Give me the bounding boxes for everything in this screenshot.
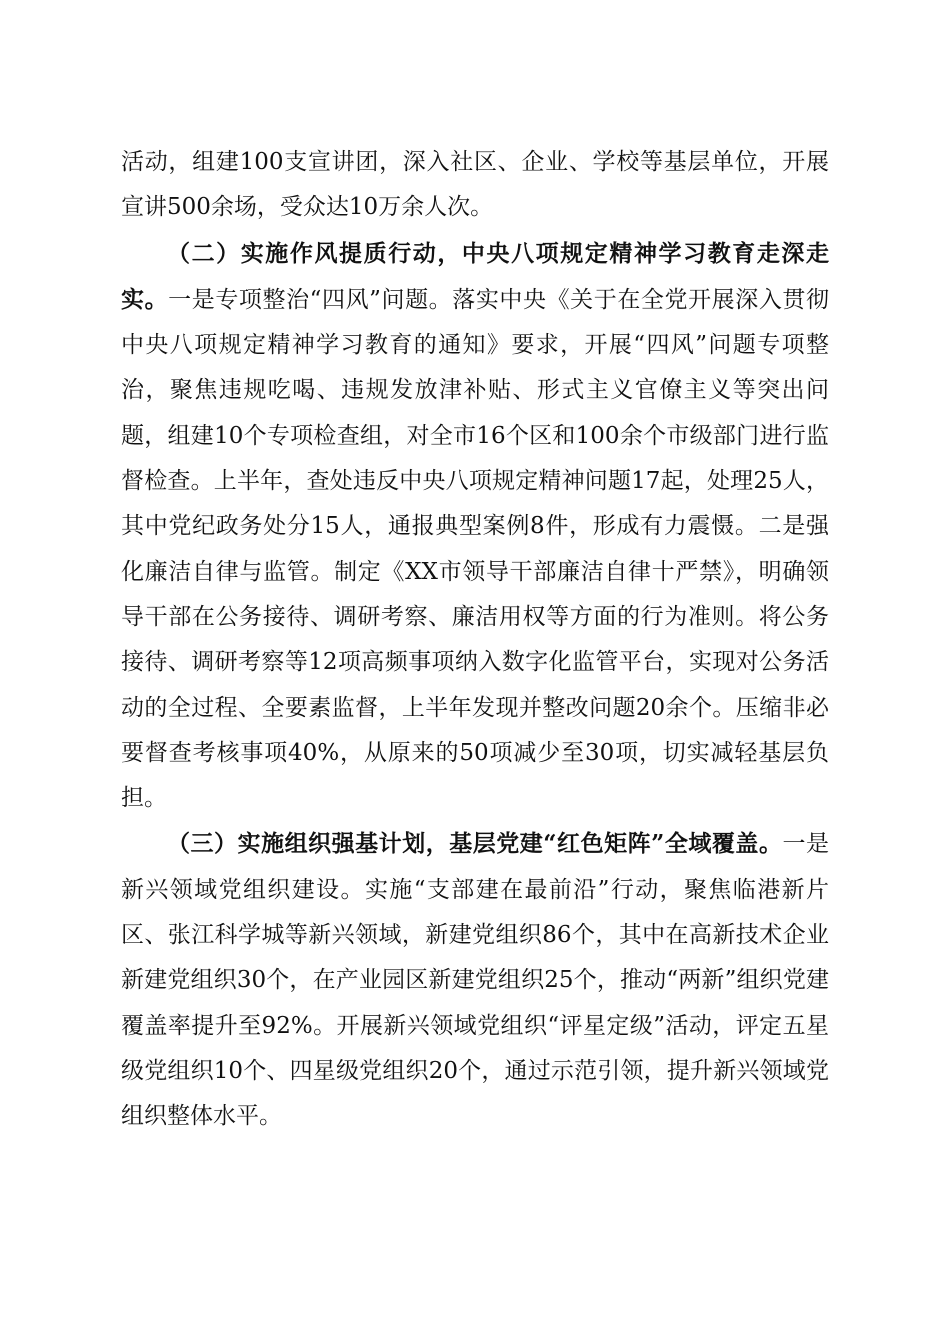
document-body [121,140,829,1140]
section-2-paragraph [121,231,829,822]
section-2-heading: （二）实施作风提质行动，中央八项规定精神学习教育走深走实。 [121,239,829,313]
section-3-heading: （三）实施组织强基计划，基层党建“红色矩阵”全域覆盖。 [167,830,783,858]
section-3-body: 一是新兴领域党组织建设。实施“支部建在最前沿”行动，聚焦临港新片区、张江科学城等新兴领域，新建党组织86个，其中在高新技术企业新建党组织30个，在产业园区新建党组织25个，推动“两新”组织党建覆盖率提升至92%。开展新兴领域党组织“评星定级”活动，评定五星级党组织10个、四星级党组织20个，通过示范引领，提升新兴领域党组织整体水平。 [121,831,830,1130]
section-2-body: 一是专项整治“四风”问题。落实中央《关于在全党开展深入贯彻中央八项规定精神学习教育的通知》要求，开展“四风”问题专项整治，聚焦违规吃喝、违规发放津补贴、形式主义官僚主义等突出问题，组建10个专项检查组，对全市16个区和100余个市级部门进行监督检查。上半年，查处违反中央八项规定精神问题17起，处理25人，其中党纪政务处分15人，通报典型案例8件，形成有力震慑。二是强化廉洁自律与监管。制定《XX市领导干部廉洁自律十严禁》，明确领导干部在公务接待、调研考察、廉洁用权等方面的行为准则。将公务接待、调研考察等12项高频事项纳入数字化监管平台，实现对公务活动的全过程、全要素监督，上半年发现并整改问题20余个。压缩非必要督查考核事项40%，从原来的50项减少至30项，切实减轻基层负担。 [121,286,829,812]
paragraph-continuation [121,140,829,231]
paragraph-text: 活动，组建100支宣讲团，深入社区、企业、学校等基层单位，开展宣讲500余场，受众达10万余人次。 [121,149,829,221]
section-3-paragraph [121,821,829,1139]
